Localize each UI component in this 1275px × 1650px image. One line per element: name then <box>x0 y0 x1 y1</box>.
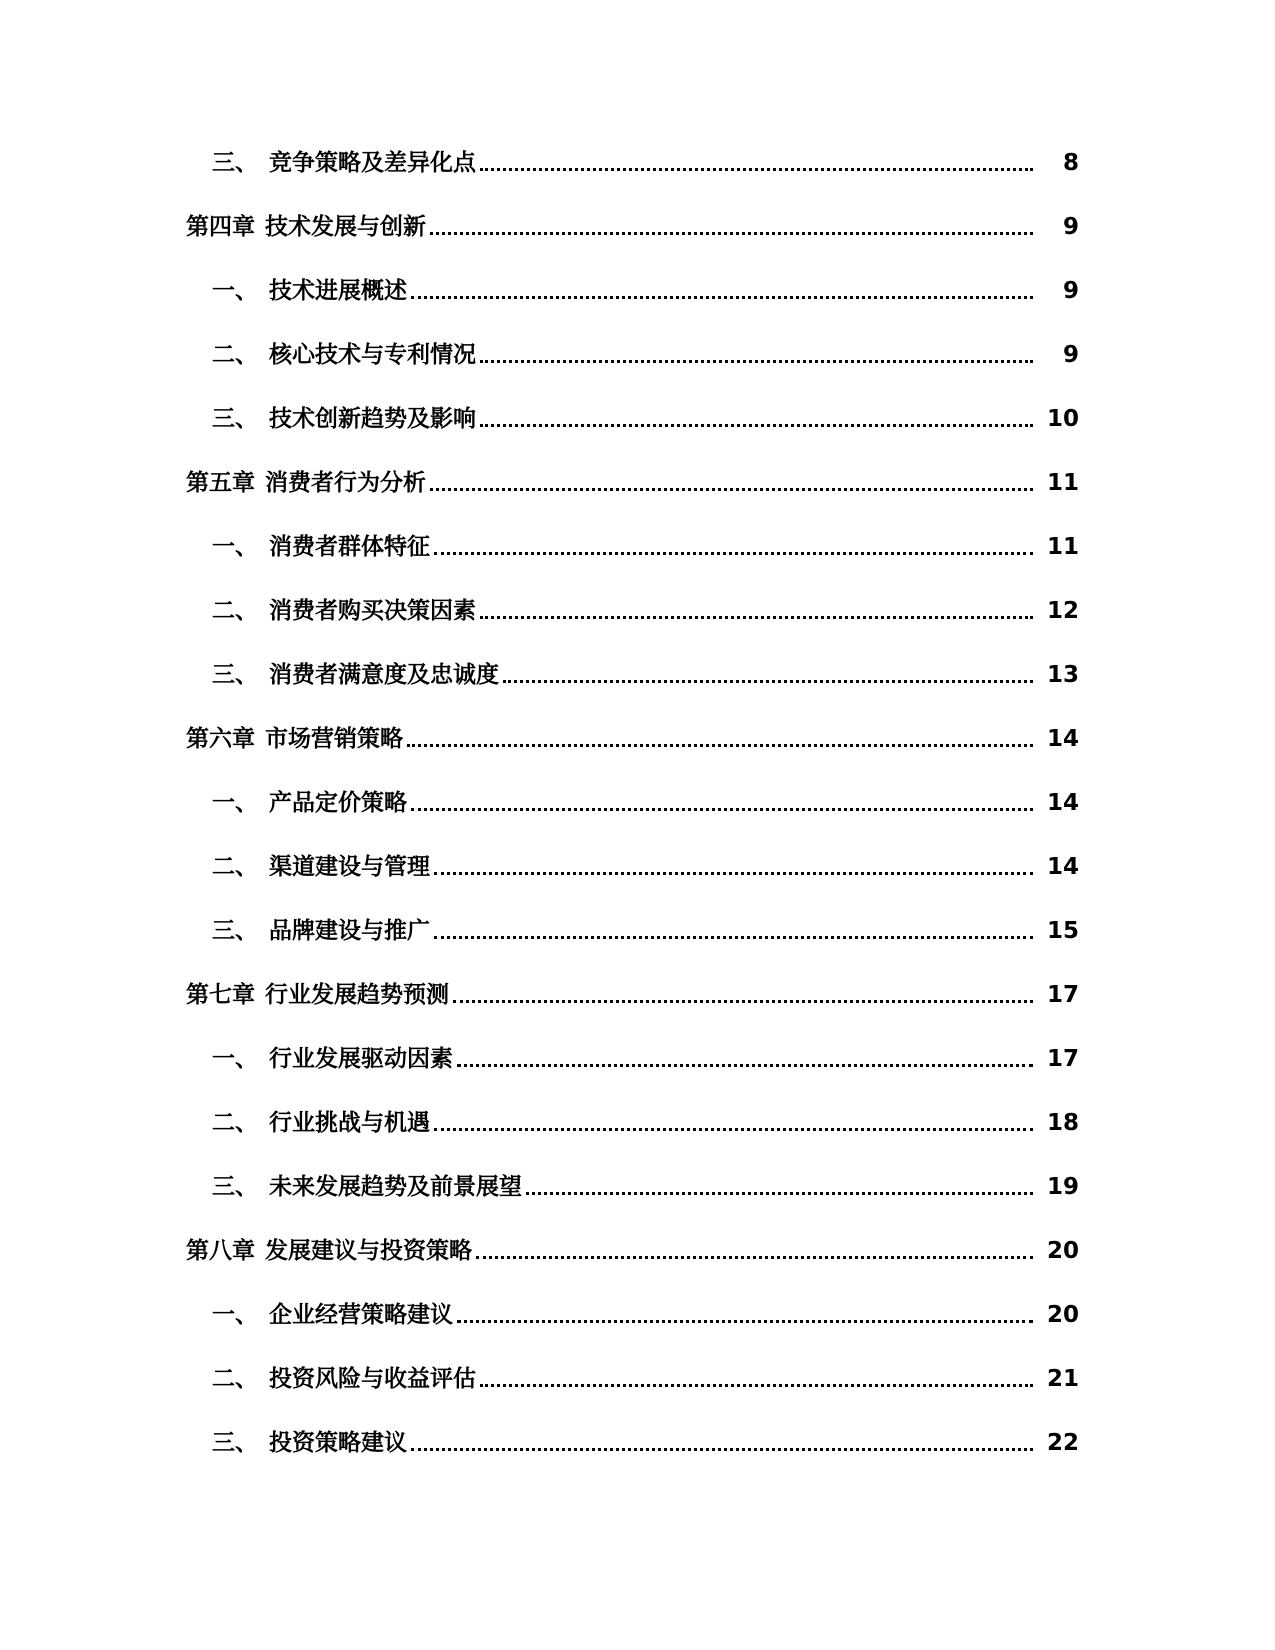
toc-entry-title: 技术创新趋势及影响 <box>269 406 476 432</box>
dot-leader <box>434 552 1033 555</box>
dot-leader <box>407 744 1033 747</box>
toc-entry-page: 20 <box>1046 1302 1079 1328</box>
toc-entry-title: 投资风险与收益评估 <box>269 1366 476 1392</box>
toc-entry-page: 12 <box>1046 598 1079 624</box>
toc-entry-page: 9 <box>1062 342 1079 368</box>
toc-entry[interactable] <box>0 329 1275 369</box>
toc-entry-page: 22 <box>1046 1430 1079 1456</box>
toc-entry-page: 18 <box>1046 1110 1079 1136</box>
toc-entry-page: 19 <box>1046 1174 1079 1200</box>
toc-entry[interactable] <box>0 1225 1275 1265</box>
dot-leader <box>457 1320 1033 1323</box>
dot-leader <box>476 1256 1033 1259</box>
toc-entry[interactable] <box>0 1353 1275 1393</box>
dot-leader <box>503 680 1033 683</box>
toc-entry-title: 消费者满意度及忠诚度 <box>269 662 499 688</box>
dot-leader <box>480 424 1033 427</box>
toc-entry[interactable] <box>0 1033 1275 1073</box>
toc-entry[interactable] <box>0 1289 1275 1329</box>
toc-entry[interactable] <box>0 393 1275 433</box>
dot-leader <box>434 872 1033 875</box>
toc-entry[interactable] <box>0 969 1275 1009</box>
toc-entry-number: 三、 <box>212 918 258 944</box>
dot-leader <box>480 360 1033 363</box>
toc-entry[interactable] <box>0 201 1275 241</box>
toc-entry[interactable] <box>0 457 1275 497</box>
toc-entry-number: 第六章 <box>186 726 255 752</box>
toc-entry-page: 14 <box>1046 726 1079 752</box>
toc-entry-page: 9 <box>1062 214 1079 240</box>
toc-entry-title: 行业发展驱动因素 <box>269 1046 453 1072</box>
toc-entry-title: 市场营销策略 <box>265 726 403 752</box>
toc-entry-title: 未来发展趋势及前景展望 <box>269 1174 522 1200</box>
toc-entry[interactable] <box>0 1417 1275 1457</box>
toc-entry-title: 品牌建设与推广 <box>269 918 430 944</box>
dot-leader <box>430 232 1033 235</box>
toc-entry-title: 竞争策略及差异化点 <box>269 150 476 176</box>
toc-entry-title: 企业经营策略建议 <box>269 1302 453 1328</box>
dot-leader <box>430 488 1033 491</box>
toc-entry-number: 第七章 <box>186 982 255 1008</box>
dot-leader <box>434 1128 1033 1131</box>
toc-entry-page: 21 <box>1046 1366 1079 1392</box>
toc-entry[interactable] <box>0 137 1275 177</box>
toc-entry-page: 17 <box>1046 982 1079 1008</box>
toc-entry-page: 11 <box>1046 470 1079 496</box>
toc-entry[interactable] <box>0 521 1275 561</box>
toc-entry[interactable] <box>0 585 1275 625</box>
toc-entry-page: 15 <box>1046 918 1079 944</box>
dot-leader <box>480 616 1033 619</box>
toc-entry-number: 二、 <box>212 598 258 624</box>
toc-entry-number: 三、 <box>212 1174 258 1200</box>
dot-leader <box>411 296 1033 299</box>
toc-entry-title: 行业挑战与机遇 <box>269 1110 430 1136</box>
toc-entry-number: 二、 <box>212 342 258 368</box>
toc-entry-page: 17 <box>1046 1046 1079 1072</box>
toc-entry-page: 13 <box>1046 662 1079 688</box>
toc-entry[interactable] <box>0 841 1275 881</box>
toc-entry-number: 二、 <box>212 1110 258 1136</box>
toc-entry-number: 二、 <box>212 1366 258 1392</box>
toc-entry[interactable] <box>0 713 1275 753</box>
dot-leader <box>453 1000 1033 1003</box>
dot-leader <box>411 1448 1033 1451</box>
toc-entry-number: 第四章 <box>186 214 255 240</box>
dot-leader <box>434 936 1033 939</box>
toc-entry[interactable] <box>0 1097 1275 1137</box>
toc-entry-number: 三、 <box>212 150 258 176</box>
toc-entry-page: 14 <box>1046 854 1079 880</box>
toc-entry[interactable] <box>0 265 1275 305</box>
toc-entry-number: 一、 <box>212 278 258 304</box>
toc-entry-number: 二、 <box>212 854 258 880</box>
toc-entry-title: 投资策略建议 <box>269 1430 407 1456</box>
toc-entry-page: 8 <box>1062 150 1079 176</box>
toc-entry-title: 发展建议与投资策略 <box>265 1238 472 1264</box>
toc-entry-title: 消费者行为分析 <box>265 470 426 496</box>
toc-entry-page: 14 <box>1046 790 1079 816</box>
dot-leader <box>411 808 1033 811</box>
toc-entry-number: 一、 <box>212 534 258 560</box>
toc-entry-number: 第八章 <box>186 1238 255 1264</box>
toc-entry-title: 消费者购买决策因素 <box>269 598 476 624</box>
dot-leader <box>480 168 1033 171</box>
toc-entry-page: 11 <box>1046 534 1079 560</box>
toc-entry[interactable] <box>0 777 1275 817</box>
toc-entry-title: 技术进展概述 <box>269 278 407 304</box>
toc-entry-title: 渠道建设与管理 <box>269 854 430 880</box>
toc-entry-page: 9 <box>1062 278 1079 304</box>
toc-entry-title: 行业发展趋势预测 <box>265 982 449 1008</box>
toc-entry-number: 三、 <box>212 406 258 432</box>
toc-entry-number: 第五章 <box>186 470 255 496</box>
toc-entry-number: 一、 <box>212 1302 258 1328</box>
dot-leader <box>480 1384 1033 1387</box>
toc-entry-number: 三、 <box>212 662 258 688</box>
toc-entry-title: 产品定价策略 <box>269 790 407 816</box>
toc-entry-page: 10 <box>1046 406 1079 432</box>
toc-entry-number: 三、 <box>212 1430 258 1456</box>
toc-entry-title: 核心技术与专利情况 <box>269 342 476 368</box>
toc-entry-page: 20 <box>1046 1238 1079 1264</box>
toc-entry[interactable] <box>0 1161 1275 1201</box>
toc-entry-number: 一、 <box>212 1046 258 1072</box>
toc-entry-title: 技术发展与创新 <box>265 214 426 240</box>
toc-entry[interactable] <box>0 905 1275 945</box>
toc-entry-title: 消费者群体特征 <box>269 534 430 560</box>
toc-entry[interactable] <box>0 649 1275 689</box>
dot-leader <box>526 1192 1033 1195</box>
dot-leader <box>457 1064 1033 1067</box>
toc-entry-number: 一、 <box>212 790 258 816</box>
